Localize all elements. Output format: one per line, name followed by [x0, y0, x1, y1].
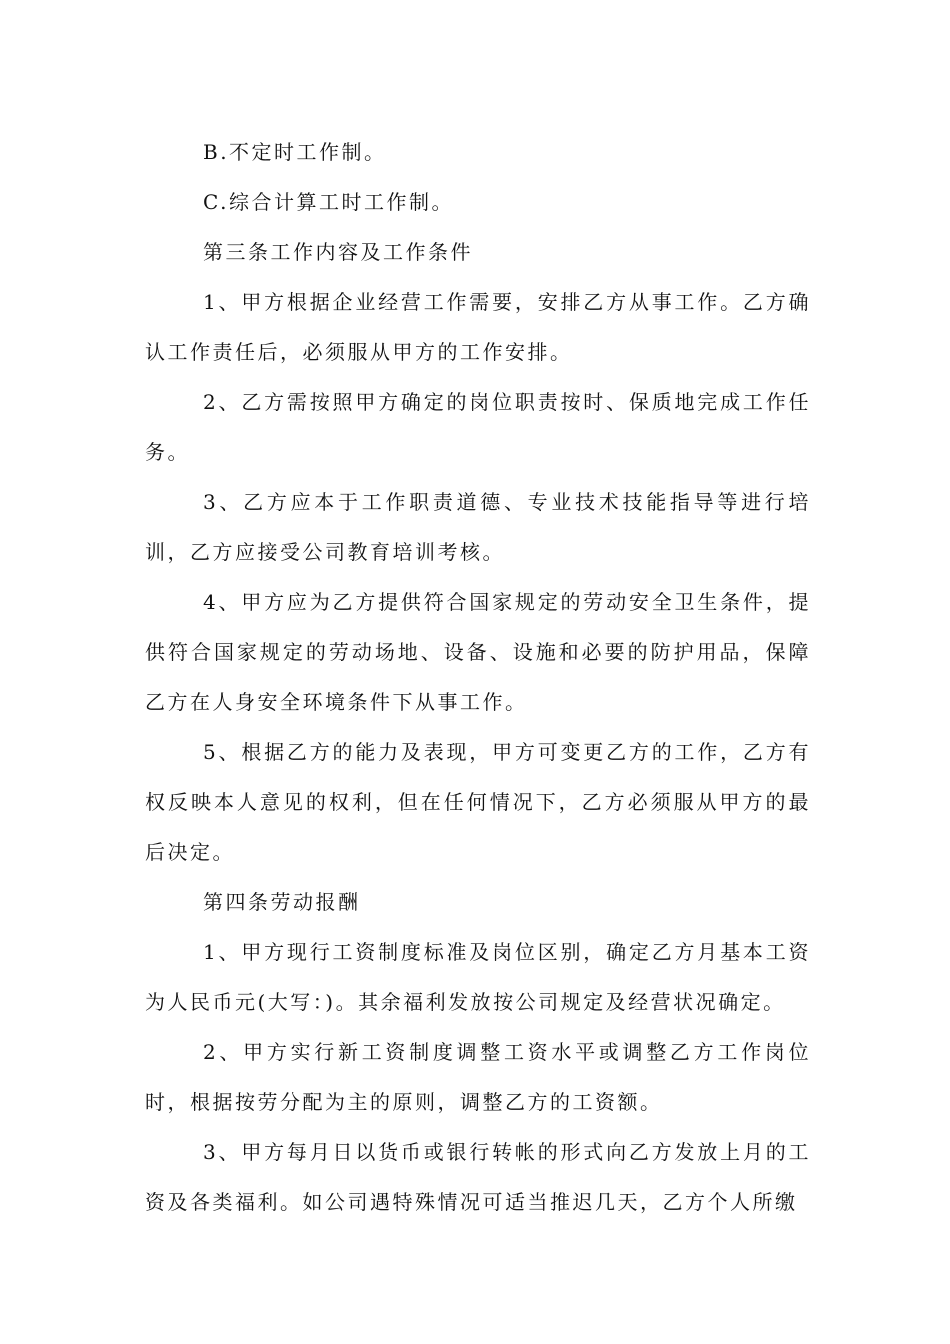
document-body — [145, 127, 811, 1227]
paragraph-article-3-item-5: 5、根据乙方的能力及表现，甲方可变更乙方的工作，乙方有权反映本人意见的权利，但在任何情况下，乙方必须服从甲方的最后决定。 — [145, 740, 811, 864]
paragraph-article-3-item-4: 4、甲方应为乙方提供符合国家规定的劳动安全卫生条件，提供符合国家规定的劳动场地、设备、设施和必要的防护用品，保障乙方在人身安全环境条件下从事工作。 — [145, 590, 811, 714]
paragraph-option-c: C.综合计算工时工作制。 — [203, 190, 454, 214]
paragraph-article-3-item-3: 3、乙方应本于工作职责道德、专业技术技能指导等进行培训，乙方应接受公司教育培训考核。 — [145, 490, 811, 564]
section-heading-article-3: 第三条工作内容及工作条件 — [203, 240, 473, 264]
paragraph-article-3-item-1: 1、甲方根据企业经营工作需要，安排乙方从事工作。乙方确认工作责任后，必须服从甲方的工作安排。 — [145, 290, 811, 364]
paragraph-article-4-item-2: 2、甲方实行新工资制度调整工资水平或调整乙方工作岗位时，根据按劳分配为主的原则，调整乙方的工资额。 — [145, 1040, 811, 1114]
paragraph-article-4-item-3: 3、甲方每月日以货币或银行转帐的形式向乙方发放上月的工资及各类福利。如公司遇特殊情况可适当推迟几天，乙方个人所缴 — [145, 1140, 811, 1214]
section-heading-article-4: 第四条劳动报酬 — [203, 890, 361, 914]
paragraph-article-4-item-1: 1、甲方现行工资制度标准及岗位区别，确定乙方月基本工资为人民币元(大写：)。其余福利发放按公司规定及经营状况确定。 — [145, 940, 811, 1014]
paragraph-article-3-item-2: 2、乙方需按照甲方确定的岗位职责按时、保质地完成工作任务。 — [145, 390, 811, 464]
paragraph-option-b: B.不定时工作制。 — [203, 140, 387, 164]
